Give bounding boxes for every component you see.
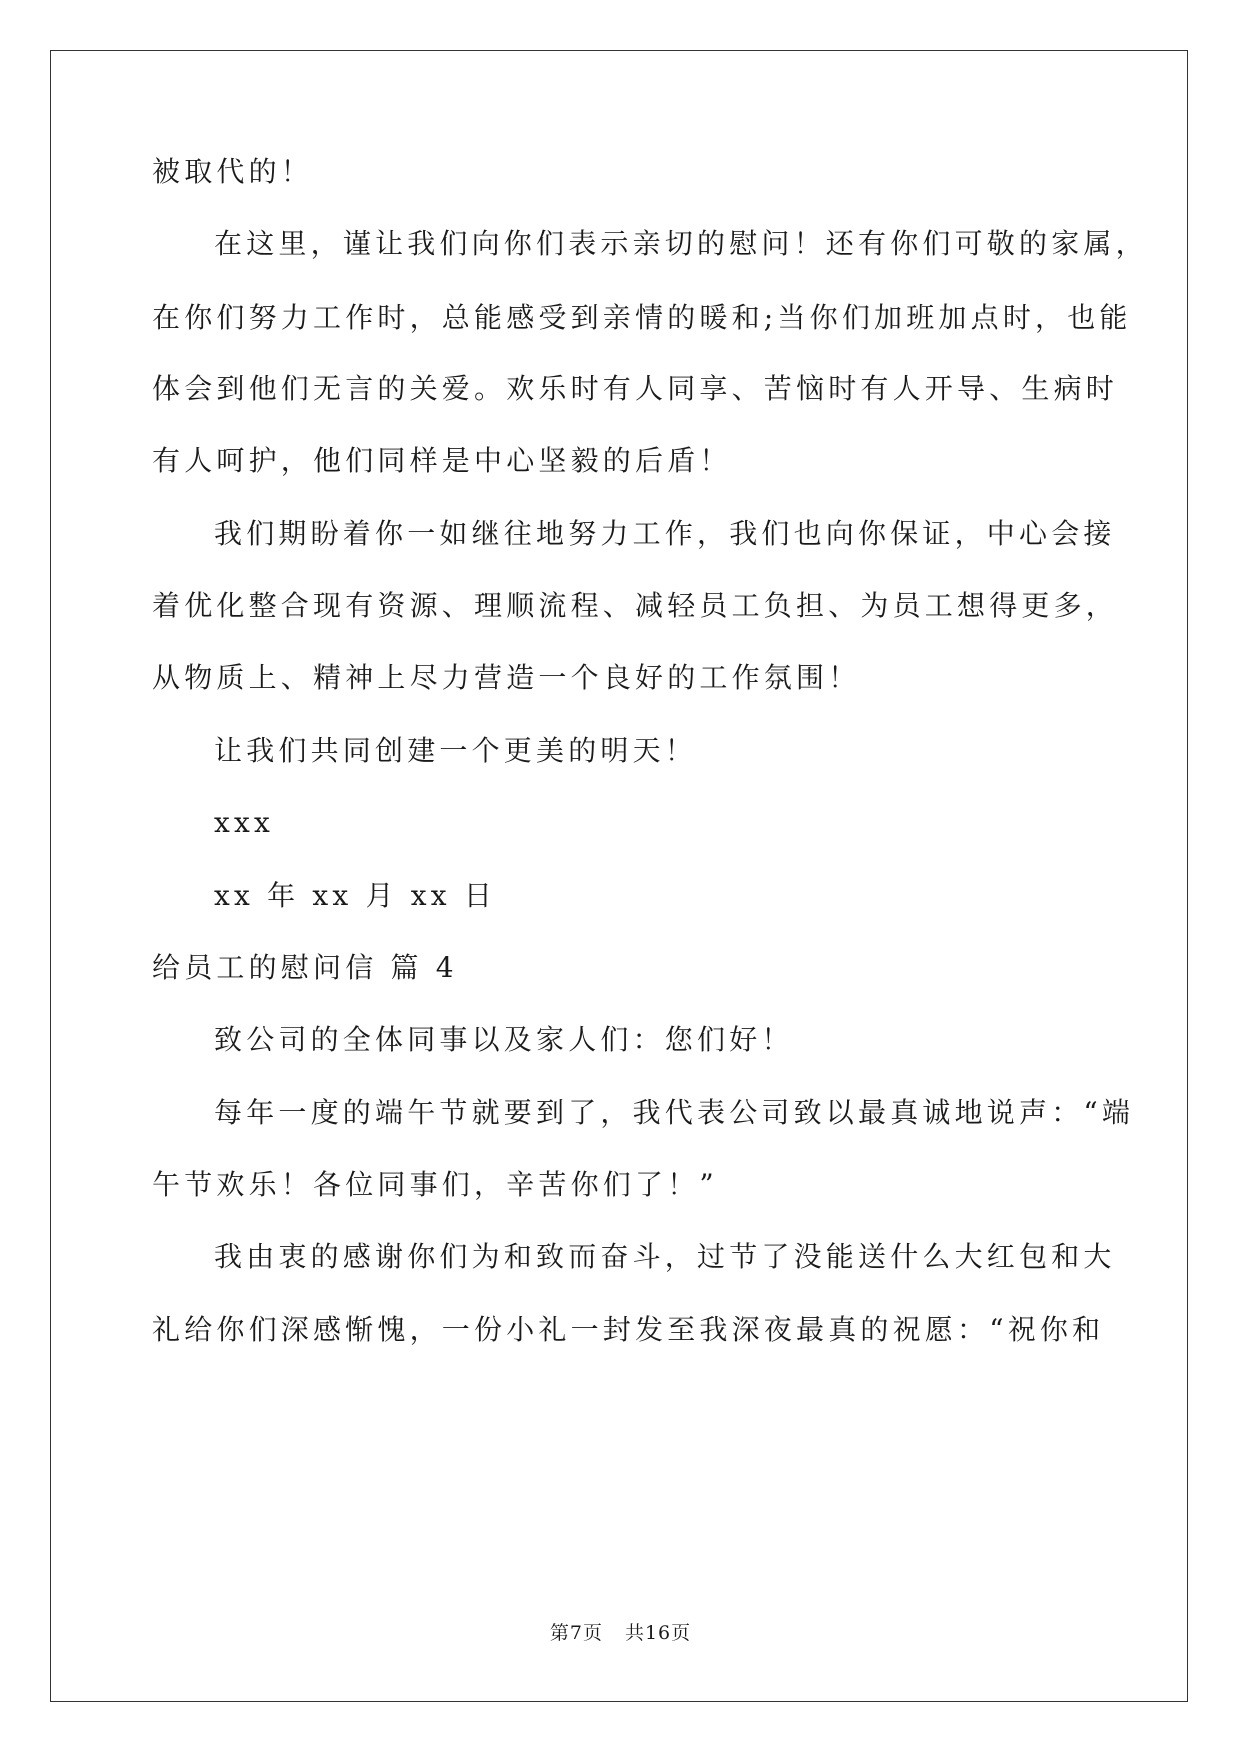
text-line: 礼给你们深感惭愧，一份小礼一封发至我深夜最真的祝愿：“祝你和 [152,1313,1105,1346]
text-line: 有人呵护，他们同样是中心坚毅的后盾！ [152,444,732,477]
signature-name: xxx [214,806,274,839]
text-line: 在这里，谨让我们向你们表示亲切的慰问！还有你们可敬的家属， [214,227,1148,260]
page-total: 共16页 [624,1622,692,1644]
text-line: 体会到他们无言的关爱。欢乐时有人同享、苦恼时有人开导、生病时 [152,372,1119,405]
text-line: 让我们共同创建一个更美的明天！ [214,734,698,767]
text-line: 每年一度的端午节就要到了，我代表公司致以最真诚地说声：“端 [214,1096,1135,1129]
signature-date: xx 年 xx 月 xx 日 [214,879,497,912]
text-line: 致公司的全体同事以及家人们：您们好！ [214,1023,794,1056]
page-number: 第7页 [549,1622,603,1644]
text-line: 着优化整合现有资源、理顺流程、减轻员工负担、为员工想得更多， [152,589,1119,622]
section-heading: 给员工的慰问信 篇 4 [152,951,458,984]
page-footer [0,1620,1241,1646]
text-line: 被取代的！ [152,155,314,188]
text-line: 在你们努力工作时，总能感受到亲情的暖和;当你们加班加点时，也能 [152,301,1132,334]
text-line: 我由衷的感谢你们为和致而奋斗，过节了没能送什么大红包和大 [214,1240,1116,1273]
text-line: 我们期盼着你一如继往地努力工作，我们也向你保证，中心会接 [214,517,1116,550]
text-line: 从物质上、精神上尽力营造一个良好的工作氛围！ [152,661,861,694]
text-line: 午节欢乐！各位同事们，辛苦你们了！” [152,1168,718,1201]
